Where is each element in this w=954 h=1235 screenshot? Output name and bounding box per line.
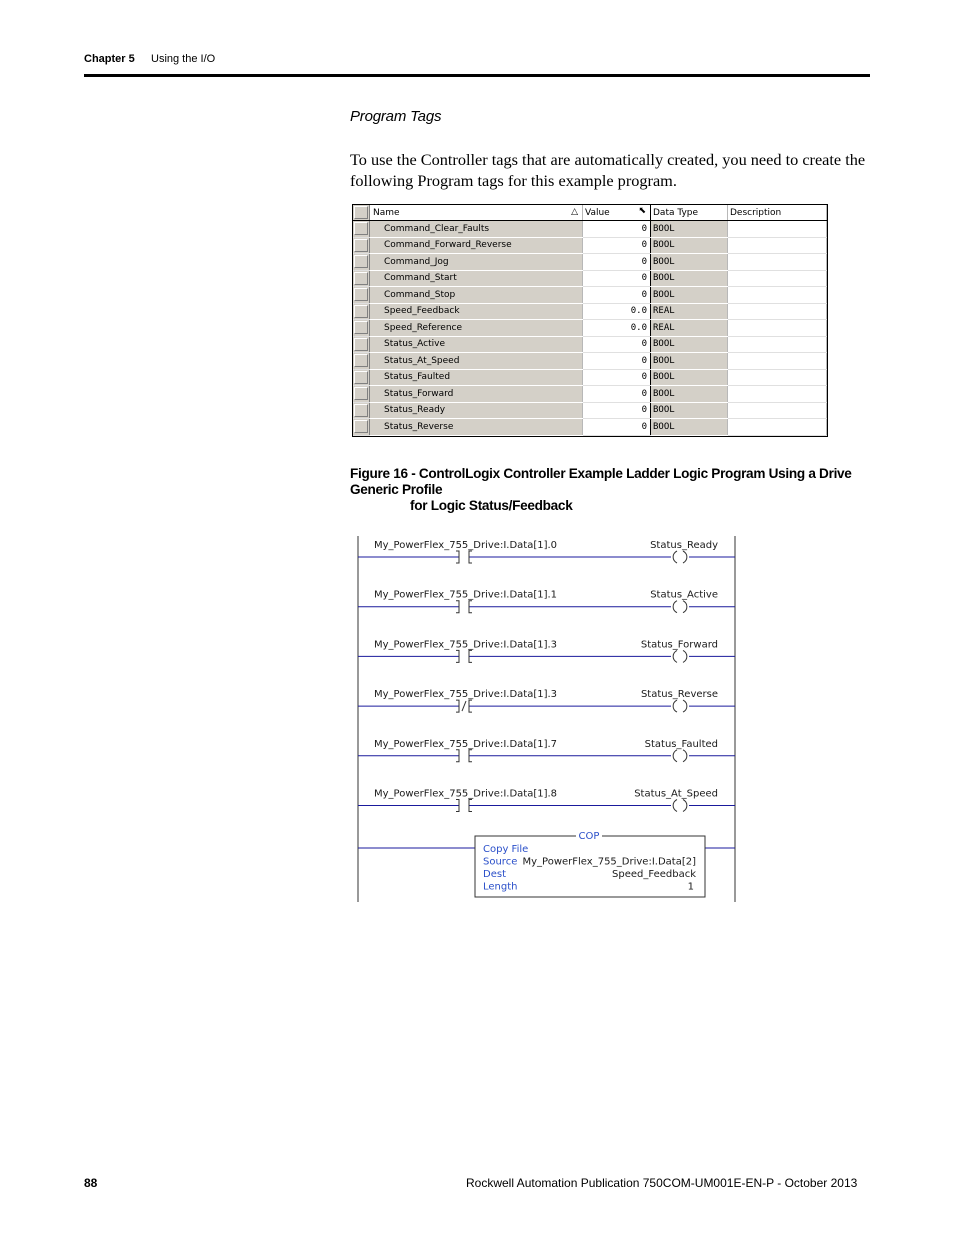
row-selector[interactable]	[353, 254, 370, 271]
sort-ascending-icon: △	[571, 207, 578, 217]
rung-input-label: My_PowerFlex_755_Drive:I.Data[1].7	[374, 738, 558, 750]
table-row[interactable]	[353, 320, 827, 337]
figure-caption	[350, 466, 870, 514]
tag-data-type-cell[interactable]: REAL	[651, 320, 728, 337]
row-selector[interactable]	[353, 237, 370, 254]
coil-right-arc	[683, 650, 687, 662]
tag-name-cell[interactable]: Status_Active	[370, 336, 583, 353]
column-header-data-type[interactable]: Data Type	[651, 205, 728, 221]
coil-left-arc	[673, 800, 677, 812]
tag-value-cell[interactable]: 0	[583, 419, 651, 436]
tag-name-cell[interactable]: Command_Forward_Reverse	[370, 237, 583, 254]
tag-description-cell[interactable]	[728, 419, 827, 436]
tag-name-cell[interactable]: Command_Jog	[370, 254, 583, 271]
program-tags-table	[352, 204, 828, 437]
chapter-label: Chapter 5	[84, 53, 135, 65]
column-header-value[interactable]: Value ⬉	[583, 205, 651, 221]
tag-name-cell[interactable]: Command_Clear_Faults	[370, 221, 583, 238]
tag-description-cell[interactable]	[728, 287, 827, 304]
table-row[interactable]	[353, 369, 827, 386]
tag-value-cell[interactable]: 0	[583, 386, 651, 403]
row-selector[interactable]	[353, 369, 370, 386]
coil-right-arc	[683, 551, 687, 563]
ladder-logic-diagram	[340, 525, 750, 910]
tag-data-type-cell[interactable]: BOOL	[651, 419, 728, 436]
tag-value-cell[interactable]: 0	[583, 287, 651, 304]
coil-left-arc	[673, 601, 677, 613]
column-header-description[interactable]: Description	[728, 205, 827, 221]
tag-description-cell[interactable]	[728, 320, 827, 337]
page-header	[84, 53, 216, 65]
intro-paragraph: To use the Controller tags that are automatically created, you need to create the following Program tags for this example program.	[350, 150, 866, 190]
cop-title: Copy File	[483, 844, 529, 855]
coil-right-arc	[683, 800, 687, 812]
row-selector[interactable]	[353, 320, 370, 337]
cop-dest-label: Dest	[483, 869, 506, 880]
rung-output-label: Status_At_Speed	[634, 788, 718, 800]
tag-rows	[353, 221, 827, 436]
column-header-name[interactable]: Name △	[370, 205, 583, 221]
tag-name-cell[interactable]: Status_At_Speed	[370, 353, 583, 370]
table-row[interactable]	[353, 336, 827, 353]
tag-description-cell[interactable]	[728, 303, 827, 320]
table-row[interactable]	[353, 353, 827, 370]
tag-name-cell[interactable]: Speed_Reference	[370, 320, 583, 337]
rung-output-label: Status_Reverse	[640, 689, 718, 701]
page-number: 88	[84, 1176, 98, 1190]
table-row[interactable]	[353, 254, 827, 271]
cop-mnemonic: COP	[578, 831, 600, 842]
row-selector[interactable]	[353, 303, 370, 320]
tag-name-cell[interactable]: Command_Stop	[370, 287, 583, 304]
tag-name-cell[interactable]: Speed_Feedback	[370, 303, 583, 320]
tag-description-cell[interactable]	[728, 369, 827, 386]
rung-input-label: My_PowerFlex_755_Drive:I.Data[1].3	[374, 689, 558, 701]
rung-input-label: My_PowerFlex_755_Drive:I.Data[1].0	[374, 540, 558, 551]
coil-right-arc	[683, 700, 687, 712]
header-selector-cell	[353, 205, 370, 221]
contact-negation-slash	[462, 701, 466, 711]
tag-value-cell[interactable]: 0	[583, 254, 651, 271]
tag-value-cell[interactable]: 0	[583, 270, 651, 287]
header-rule	[84, 74, 870, 77]
table-row[interactable]	[353, 386, 827, 403]
coil-left-arc	[673, 750, 677, 762]
tag-data-type-cell[interactable]: BOOL	[651, 353, 728, 370]
tag-data-type-cell[interactable]: BOOL	[651, 270, 728, 287]
tag-data-type-cell[interactable]: BOOL	[651, 221, 728, 238]
cop-source-value: My_PowerFlex_755_Drive:I.Data[2]	[522, 856, 696, 868]
tag-value-cell[interactable]: 0.0	[583, 320, 651, 337]
tag-description-cell[interactable]	[728, 402, 827, 419]
tag-value-cell[interactable]: 0.0	[583, 303, 651, 320]
table-row[interactable]	[353, 237, 827, 254]
tag-data-type-cell[interactable]: BOOL	[651, 386, 728, 403]
rung-output-label: Status_Forward	[640, 639, 718, 651]
table-row[interactable]	[353, 419, 827, 436]
tag-value-cell[interactable]: 0	[583, 237, 651, 254]
table-row[interactable]	[353, 402, 827, 419]
table-row[interactable]	[353, 270, 827, 287]
row-selector[interactable]	[353, 353, 370, 370]
chapter-title: Using the I/O	[151, 53, 216, 65]
tag-data-type-cell[interactable]: BOOL	[651, 254, 728, 271]
coil-right-arc	[683, 601, 687, 613]
cop-length-label: Length	[483, 881, 518, 893]
tag-data-type-cell[interactable]: BOOL	[651, 336, 728, 353]
tag-name-cell[interactable]: Status_Ready	[370, 402, 583, 419]
row-selector[interactable]	[353, 336, 370, 353]
cop-dest-value: Speed_Feedback	[612, 869, 696, 880]
publication-info: Rockwell Automation Publication 750COM-UM001E-EN-P - October 2013	[466, 1176, 858, 1190]
tag-description-cell[interactable]	[728, 237, 827, 254]
tag-description-cell[interactable]	[728, 353, 827, 370]
row-selector[interactable]	[353, 386, 370, 403]
tag-value-cell[interactable]: 0	[583, 221, 651, 238]
figure-caption-line2: for Logic Status/Feedback	[410, 498, 573, 513]
tag-name-cell[interactable]: Status_Reverse	[370, 419, 583, 436]
tag-description-cell[interactable]	[728, 254, 827, 271]
tag-description-cell[interactable]	[728, 336, 827, 353]
row-selector[interactable]	[353, 270, 370, 287]
coil-left-arc	[673, 650, 677, 662]
coil-left-arc	[673, 700, 677, 712]
tag-name-cell[interactable]: Command_Start	[370, 270, 583, 287]
tag-data-type-cell[interactable]: BOOL	[651, 237, 728, 254]
row-selector[interactable]	[353, 221, 370, 238]
table-row[interactable]	[353, 221, 827, 238]
tag-value-cell[interactable]: 0	[583, 336, 651, 353]
tag-data-type-cell[interactable]: BOOL	[651, 402, 728, 419]
tag-data-type-cell[interactable]: BOOL	[651, 287, 728, 304]
rung-input-label: My_PowerFlex_755_Drive:I.Data[1].1	[374, 589, 558, 601]
tag-data-type-cell[interactable]: BOOL	[651, 369, 728, 386]
table-header-row	[353, 205, 827, 221]
tag-data-type-cell[interactable]: REAL	[651, 303, 728, 320]
tag-description-cell[interactable]	[728, 386, 827, 403]
tag-name-cell[interactable]: Status_Forward	[370, 386, 583, 403]
tag-description-cell[interactable]	[728, 221, 827, 238]
tag-name-cell[interactable]: Status_Faulted	[370, 369, 583, 386]
tag-value-cell[interactable]: 0	[583, 353, 651, 370]
coil-right-arc	[683, 750, 687, 762]
figure-caption-line1: Figure 16 - ControlLogix Controller Example Ladder Logic Program Using a Drive Generic Profile	[350, 466, 852, 497]
rung-output-label: Status_Ready	[650, 540, 718, 551]
rung-input-label: My_PowerFlex_755_Drive:I.Data[1].3	[374, 639, 558, 651]
rung-output-label: Status_Active	[650, 589, 718, 601]
coil-left-arc	[673, 551, 677, 563]
tag-description-cell[interactable]	[728, 270, 827, 287]
row-selector[interactable]	[353, 419, 370, 436]
table-row[interactable]	[353, 303, 827, 320]
rung-output-label: Status_Faulted	[644, 738, 718, 750]
table-row[interactable]	[353, 287, 827, 304]
rung-input-label: My_PowerFlex_755_Drive:I.Data[1].8	[374, 788, 558, 800]
row-selector[interactable]	[353, 402, 370, 419]
section-heading: Program Tags	[350, 108, 442, 125]
tag-value-cell[interactable]: 0	[583, 402, 651, 419]
row-selector[interactable]	[353, 287, 370, 304]
value-arrow-icon: ⬉	[638, 206, 646, 216]
tag-value-cell[interactable]: 0	[583, 369, 651, 386]
cop-length-value: 1	[687, 881, 694, 893]
cop-source-label: Source	[483, 856, 518, 868]
